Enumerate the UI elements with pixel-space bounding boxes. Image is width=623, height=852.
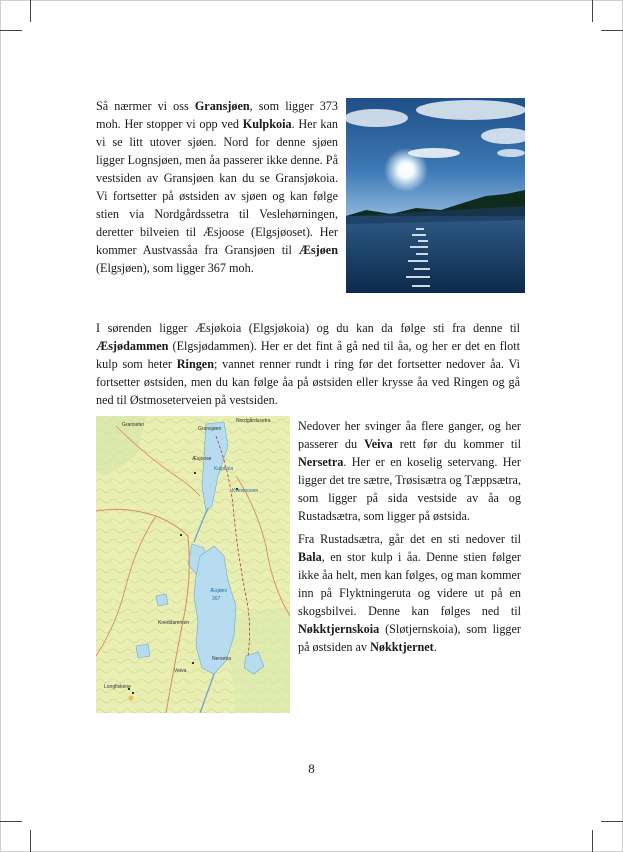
bold-place-name: Kulpkoia <box>242 117 292 131</box>
map-label: Nersetra <box>212 656 232 662</box>
crop-mark <box>601 821 623 822</box>
topographic-map <box>96 416 290 713</box>
bold-place-name: Bala <box>298 550 322 564</box>
bold-place-name: Gransjøen <box>194 99 250 113</box>
page-number: 8 <box>308 761 315 776</box>
bold-place-name: Nøkktjernskoia <box>298 622 380 636</box>
bold-place-name: Æsjødammen <box>96 339 169 353</box>
paragraph-aesjodammen: I sørenden ligger Æsjøkoia (Elgsjøkoia) og du kan da følge sti fra denne til Æsjødammen (Elgsjødammen). Her er det fint å gå ned til åa, og her er det en flott kulp som heter Ringen; vannet renner rundt i ring før det fortsetter nedover åa. Vi fortsetter østsiden, men du kan følge åa på østsiden eller krysse åa ved Ringen og gå ned til Østmoseterveien på vestsiden. <box>96 321 520 407</box>
crop-mark <box>30 0 31 22</box>
paragraph-rustadsaetra: Fra Rustadsætra, går det en sti nedover til Bala, en stor kulp i åa. Denne stien følger ikke åa helt, men kan følges, og man kommer inn på Flyktningeruta og videre ut på en skogsbilvei. Denne kan følges ned til Nøkktjernskoia (Sløtjernskoia), som ligger på østsiden av Nøkktjernet. <box>298 532 521 654</box>
map-label: Nordgårdssetra <box>236 418 271 424</box>
paragraph-nersetra: Nedover her svinger åa flere ganger, og her passerer du Veiva rett før du kommer til Nersetra. Her er en koselig setervang. Her ligger det tre sætre, Trøsisætra og Tæppsætra, som ligger på sida vestside av åa og Rustadsætra, som ligger på østsida. <box>298 419 521 523</box>
bold-place-name: Æsjøen <box>298 243 338 257</box>
paragraph-gransjoen: Så nærmer vi oss Gransjøen, som ligger 373 moh. Her stopper vi opp ved Kulpkoia. Her kan vi se litt utover sjøen. Nord for denne sjøen ligger Lognsjøen, men åa passerer ikke denne. På vestsiden av Gransjøen kan du se Gransjøkoia. Vi fortsetter på østsiden av sjøen og kan følge stien via Nordgårdssetra til Veslehørningen, deretter bilveien til Æsjoose (Elgsjøoset). Her kommer Austvassåa fra Gransjøen til Æsjøen (Elgsjøen), som ligger 367 moh. <box>96 99 338 275</box>
map-label: Longfiskene <box>104 684 131 690</box>
crop-mark <box>601 30 623 31</box>
map-label: 367 <box>212 596 221 602</box>
map-label: Kneddammen <box>158 620 190 626</box>
crop-mark <box>592 0 593 22</box>
map-label: Kulpkoia <box>214 466 234 472</box>
map-label: Æsjøen <box>210 588 228 594</box>
map-label: Æsjoose <box>192 456 212 462</box>
bold-place-name: Ringen <box>176 357 214 371</box>
map-label: Kvestoosen <box>232 488 259 494</box>
bold-place-name: Nersetra <box>298 455 344 469</box>
map-label: Granseter <box>122 422 145 428</box>
crop-mark <box>0 821 22 822</box>
bold-place-name: Nøkktjernet <box>370 640 434 654</box>
crop-mark <box>30 830 31 852</box>
crop-mark <box>0 30 22 31</box>
lake-photo <box>346 98 525 293</box>
map-label: Veiva <box>174 668 187 674</box>
map-label: Gransjøen <box>198 426 222 432</box>
bold-place-name: Veiva <box>364 437 393 451</box>
crop-mark <box>592 830 593 852</box>
